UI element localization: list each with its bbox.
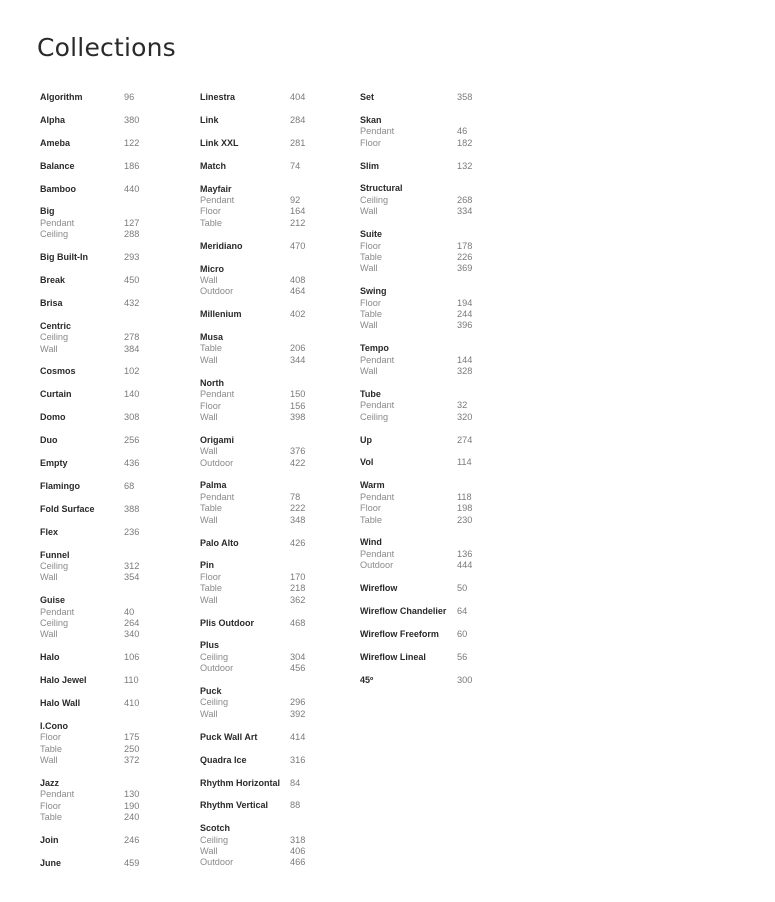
variant-name: Floor xyxy=(200,206,221,217)
collection-name: Structural xyxy=(360,183,403,194)
variant-name: Wall xyxy=(40,343,58,354)
collection-name: Break xyxy=(40,275,66,286)
variant-name: Table xyxy=(200,503,222,514)
page-number: 230 xyxy=(457,514,473,525)
page-number: 369 xyxy=(457,263,473,274)
variant-name: Floor xyxy=(360,503,381,514)
page-number: 40 xyxy=(124,606,135,617)
collection-name: Algorithm xyxy=(40,92,83,102)
variant-name: Floor xyxy=(360,240,381,251)
page-number: 170 xyxy=(290,571,306,582)
variant-name: Outdoor xyxy=(200,857,234,868)
variant-name: Wall xyxy=(40,572,58,583)
page-number: 127 xyxy=(124,217,140,228)
collection-name: Tempo xyxy=(360,343,389,354)
page-number: 236 xyxy=(124,526,140,537)
variant-name: Pendant xyxy=(360,491,395,502)
page-number: 106 xyxy=(124,652,140,663)
page-number: 268 xyxy=(457,194,473,205)
page-number: 186 xyxy=(124,160,140,171)
page-number: 102 xyxy=(124,366,140,377)
page-number: 56 xyxy=(457,651,468,662)
page-number: 470 xyxy=(290,240,306,251)
collection-name: North xyxy=(200,377,224,388)
variant-name: Wall xyxy=(200,354,218,365)
collection-name: Slim xyxy=(360,160,380,171)
collection-name: Scotch xyxy=(200,823,231,834)
page-number: 404 xyxy=(290,92,306,102)
collection-name: Empty xyxy=(40,458,68,469)
page-number: 175 xyxy=(124,732,140,743)
page-number: 122 xyxy=(124,137,140,148)
collection-name: Up xyxy=(360,434,372,445)
variant-name: Wall xyxy=(360,206,378,217)
variant-name: Table xyxy=(200,583,222,594)
page-number: 376 xyxy=(290,446,306,457)
collection-name: Alpha xyxy=(40,114,66,125)
page-number: 96 xyxy=(124,92,135,102)
collection-name: Wind xyxy=(360,537,382,548)
page-number: 318 xyxy=(290,834,306,845)
variant-name: Pendant xyxy=(40,217,75,228)
collection-name: Curtain xyxy=(40,389,72,400)
page-number: 136 xyxy=(457,548,473,559)
page-number: 281 xyxy=(290,137,306,148)
collection-name: Flamingo xyxy=(40,480,80,491)
page-number: 274 xyxy=(457,434,473,445)
page-number: 110 xyxy=(124,675,139,686)
page-number: 296 xyxy=(290,697,306,708)
collection-name: Jazz xyxy=(40,778,60,789)
page-number: 68 xyxy=(124,480,135,491)
page-number: 198 xyxy=(457,503,473,514)
page-number: 64 xyxy=(457,606,468,616)
page-number: 288 xyxy=(124,229,140,240)
page-number: 388 xyxy=(124,503,140,514)
page-number: 206 xyxy=(290,343,306,354)
variant-name: Pendant xyxy=(360,354,395,365)
page-number: 320 xyxy=(457,411,473,422)
collection-name: Palo Alto xyxy=(200,537,239,548)
collection-name: Brisa xyxy=(40,297,63,308)
page-number: 344 xyxy=(290,354,306,365)
page-number: 432 xyxy=(124,297,140,308)
collection-name: Halo xyxy=(40,652,60,663)
page-number: 328 xyxy=(457,366,473,377)
page-number: 140 xyxy=(124,389,140,400)
variant-name: Floor xyxy=(360,137,381,148)
collection-name: Halo Wall xyxy=(40,698,81,709)
collection-name: Big xyxy=(40,206,55,217)
page-number: 46 xyxy=(457,126,468,137)
page-number: 144 xyxy=(457,354,473,365)
variant-name: Wall xyxy=(200,846,218,857)
collection-name: Pin xyxy=(200,560,215,571)
page-number: 182 xyxy=(457,137,473,148)
variant-name: Floor xyxy=(360,297,381,308)
collection-name: Warm xyxy=(360,480,385,491)
collection-name: Musa xyxy=(200,332,224,343)
collection-name: Ameba xyxy=(40,137,71,148)
page-number: 114 xyxy=(457,457,472,468)
collection-name: Fold Surface xyxy=(40,503,95,514)
collection-name: Origami xyxy=(200,434,235,445)
variant-name: Outdoor xyxy=(200,663,234,674)
collection-name: Rhythm Vertical xyxy=(200,800,269,811)
page-number: 190 xyxy=(124,800,140,811)
collection-name: Millenium xyxy=(200,309,242,320)
variant-name: Floor xyxy=(40,732,61,743)
variant-name: Wall xyxy=(200,594,218,605)
variant-name: Wall xyxy=(360,366,378,377)
variant-name: Pendant xyxy=(360,548,395,559)
page-number: 88 xyxy=(290,800,301,811)
collection-name: Skan xyxy=(360,114,382,125)
page-number: 284 xyxy=(290,114,306,125)
page-number: 334 xyxy=(457,206,473,217)
page-number: 398 xyxy=(290,411,306,422)
page-number: 354 xyxy=(124,572,140,583)
collection-name: Link XXL xyxy=(200,137,239,148)
collection-name: Suite xyxy=(360,229,383,240)
variant-name: Pendant xyxy=(40,789,75,800)
collection-name: Mayfair xyxy=(200,183,232,194)
page-number: 304 xyxy=(290,651,306,662)
page-number: 466 xyxy=(290,857,306,868)
page-number: 256 xyxy=(124,435,140,446)
page-number: 450 xyxy=(124,275,140,286)
page-number: 414 xyxy=(290,731,306,742)
collection-name: Cosmos xyxy=(40,366,76,377)
page-number: 194 xyxy=(457,297,473,308)
variant-name: Floor xyxy=(200,400,221,411)
page-number: 246 xyxy=(124,835,140,846)
collection-name: Tube xyxy=(360,388,381,399)
variant-name: Table xyxy=(40,812,62,823)
variant-name: Pendant xyxy=(200,389,235,400)
collection-name: Wireflow xyxy=(360,583,398,594)
page-number: 380 xyxy=(124,114,140,125)
collection-name: Palma xyxy=(200,480,227,491)
page-number: 218 xyxy=(290,583,306,594)
collection-name: Swing xyxy=(360,286,387,297)
page-number: 222 xyxy=(290,503,306,514)
variant-name: Ceiling xyxy=(200,651,229,662)
page-number: 348 xyxy=(290,514,306,525)
variant-name: Pendant xyxy=(40,606,75,617)
collection-name: Halo Jewel xyxy=(40,675,87,686)
page-number: 264 xyxy=(124,618,140,629)
variant-name: Table xyxy=(40,743,62,754)
variant-name: Table xyxy=(360,514,382,525)
page-number: 440 xyxy=(124,183,140,194)
variant-name: Wall xyxy=(200,708,218,719)
collection-name: Wireflow Freeform xyxy=(360,628,439,639)
page-number: 150 xyxy=(290,389,306,400)
page-number: 422 xyxy=(290,457,306,468)
collection-name: Plis Outdoor xyxy=(200,617,254,628)
collection-name: Puck Wall Art xyxy=(200,731,258,742)
page-number: 456 xyxy=(290,663,306,674)
page-number: 92 xyxy=(290,194,301,205)
variant-name: Outdoor xyxy=(200,457,234,468)
page-number: 250 xyxy=(124,743,140,754)
page-number: 84 xyxy=(290,777,301,788)
variant-name: Wall xyxy=(40,629,58,640)
page-number: 226 xyxy=(457,251,473,262)
page-title: Collections xyxy=(37,33,176,62)
page-number: 178 xyxy=(457,240,473,251)
variant-name: Pendant xyxy=(360,400,395,411)
variant-name: Ceiling xyxy=(40,332,69,343)
variant-name: Wall xyxy=(360,263,378,274)
page-number: 444 xyxy=(457,560,473,571)
page-number: 74 xyxy=(290,160,301,171)
variant-name: Table xyxy=(200,217,222,228)
collection-name: Bamboo xyxy=(40,183,76,194)
variant-name: Wall xyxy=(40,755,58,766)
page-number: 240 xyxy=(124,812,140,823)
collection-name: Match xyxy=(200,160,227,171)
collection-name: Quadra Ice xyxy=(200,754,247,765)
page-number: 408 xyxy=(290,274,306,285)
collection-name: Funnel xyxy=(40,549,70,560)
collection-name: 45º xyxy=(360,674,374,685)
page-number: 464 xyxy=(290,286,306,297)
variant-name: Table xyxy=(200,343,222,354)
page-number: 384 xyxy=(124,343,140,354)
page-number: 212 xyxy=(290,217,306,228)
page-number: 308 xyxy=(124,412,140,423)
variant-name: Ceiling xyxy=(40,229,69,240)
page-number: 459 xyxy=(124,858,140,869)
variant-name: Wall xyxy=(360,320,378,331)
variant-name: Wall xyxy=(200,274,218,285)
variant-name: Ceiling xyxy=(360,194,389,205)
collection-name: Big Built-In xyxy=(40,252,88,263)
collection-name: Wireflow Chandelier xyxy=(360,606,447,616)
collection-name: Guise xyxy=(40,595,66,606)
page-number: 32 xyxy=(457,400,468,411)
variant-name: Pendant xyxy=(200,491,235,502)
variant-name: Wall xyxy=(200,446,218,457)
page-number: 426 xyxy=(290,537,306,548)
page-number: 130 xyxy=(124,789,140,800)
collection-name: Linestra xyxy=(200,92,236,102)
collection-name: Puck xyxy=(200,686,222,697)
page-number: 156 xyxy=(290,400,306,411)
page-number: 50 xyxy=(457,583,468,594)
variant-name: Ceiling xyxy=(40,618,69,629)
collection-name: Micro xyxy=(200,263,225,274)
page-number: 312 xyxy=(124,560,140,571)
page-number: 132 xyxy=(457,160,473,171)
collection-name: Domo xyxy=(40,412,66,423)
variant-name: Table xyxy=(360,308,382,319)
page-number: 392 xyxy=(290,708,306,719)
variant-name: Wall xyxy=(200,514,218,525)
variant-name: Table xyxy=(360,251,382,262)
collection-name: Centric xyxy=(40,320,72,331)
page-number: 340 xyxy=(124,629,140,640)
variant-name: Ceiling xyxy=(200,834,229,845)
page-number: 358 xyxy=(457,92,473,102)
collection-name: Flex xyxy=(40,526,59,537)
page-number: 396 xyxy=(457,320,473,331)
collection-name: Rhythm Horizontal xyxy=(200,777,280,788)
page-number: 118 xyxy=(457,491,472,502)
collection-name: Balance xyxy=(40,160,75,171)
collection-name: Join xyxy=(40,835,59,846)
page-number: 164 xyxy=(290,206,306,217)
page-number: 278 xyxy=(124,332,140,343)
collection-name: I.Cono xyxy=(40,721,68,731)
page-number: 300 xyxy=(457,674,473,685)
collection-name: Set xyxy=(360,92,375,102)
variant-name: Ceiling xyxy=(40,560,69,571)
page-number: 78 xyxy=(290,491,301,502)
collection-name: Plus xyxy=(200,640,220,651)
page-number: 436 xyxy=(124,458,140,469)
collection-name: Vol xyxy=(360,457,374,468)
page-number: 410 xyxy=(124,698,140,709)
variant-name: Pendant xyxy=(360,126,395,137)
variant-name: Wall xyxy=(200,411,218,422)
variant-name: Ceiling xyxy=(360,411,389,422)
page-number: 468 xyxy=(290,617,306,628)
collection-name: June xyxy=(40,858,62,869)
variant-name: Floor xyxy=(40,800,61,811)
page-number: 406 xyxy=(290,846,306,857)
page-number: 293 xyxy=(124,252,140,263)
collection-name: Link xyxy=(200,114,219,125)
collection-name: Meridiano xyxy=(200,240,243,251)
variant-name: Ceiling xyxy=(200,697,229,708)
page-number: 402 xyxy=(290,309,306,320)
page-number: 372 xyxy=(124,755,140,766)
variant-name: Outdoor xyxy=(200,286,234,297)
collection-name: Wireflow Lineal xyxy=(360,651,426,662)
variant-name: Floor xyxy=(200,571,221,582)
page-number: 316 xyxy=(290,754,306,765)
page-number: 244 xyxy=(457,308,473,319)
page-number: 362 xyxy=(290,594,306,605)
variant-name: Pendant xyxy=(200,194,235,205)
variant-name: Outdoor xyxy=(360,560,394,571)
page-number: 60 xyxy=(457,628,468,639)
collection-name: Duo xyxy=(40,435,58,446)
